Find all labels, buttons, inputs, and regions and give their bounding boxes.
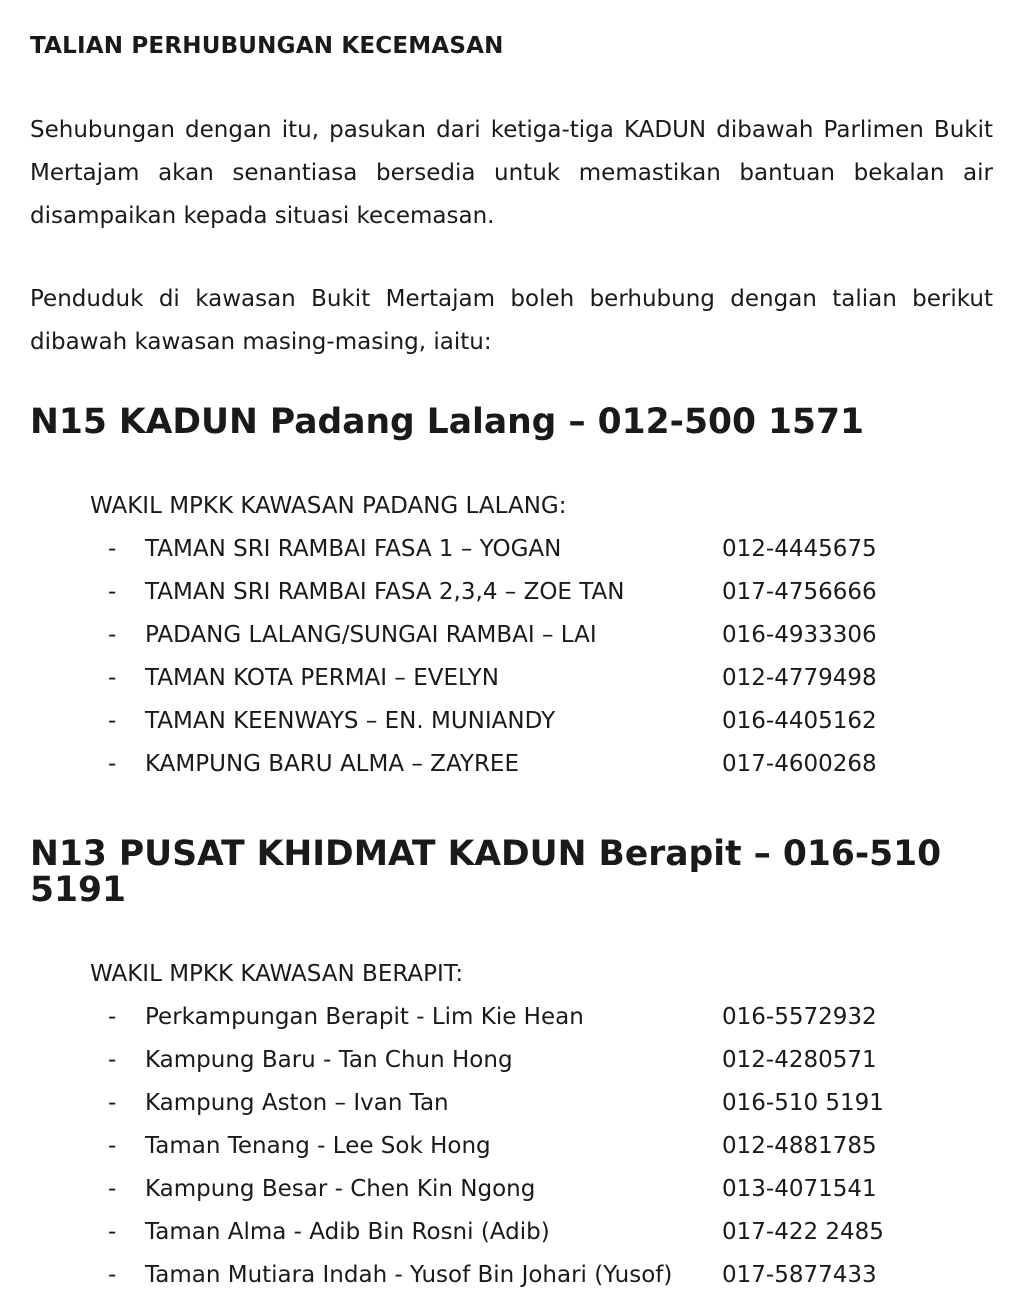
contact-phone: 012-4280571 — [722, 1047, 877, 1073]
contact-row — [90, 1125, 993, 1168]
contact-row — [90, 996, 993, 1039]
contact-phone: 013-4071541 — [722, 1176, 877, 1202]
contact-area-name: TAMAN KEENWAYS – EN. MUNIANDY — [145, 708, 556, 734]
section-berapit — [30, 836, 993, 1297]
instruction-paragraph: Penduduk di kawasan Bukit Mertajam boleh berhubung dengan talian berikut dibawah kawasan masing-masing, iaitu: — [30, 286, 993, 355]
contact-phone: 017-422 2485 — [722, 1219, 884, 1245]
document-title: TALIAN PERHUBUNGAN KECEMASAN — [30, 33, 504, 59]
mpkk-block — [90, 485, 993, 786]
contact-phone: 016-4933306 — [722, 622, 877, 648]
contact-area-name: Perkampungan Berapit - Lim Kie Hean — [145, 1004, 584, 1030]
contact-area-name: TAMAN SRI RAMBAI FASA 1 – YOGAN — [145, 536, 562, 562]
dash-marker: - — [108, 665, 117, 691]
contact-phone: 016-5572932 — [722, 1004, 877, 1030]
contact-row — [90, 571, 993, 614]
mpkk-block — [90, 953, 993, 1297]
contact-area-name: Kampung Aston – Ivan Tan — [145, 1090, 449, 1116]
contact-row — [90, 743, 993, 786]
contact-phone: 016-4405162 — [722, 708, 877, 734]
dash-marker: - — [108, 1004, 117, 1030]
contact-area-name: PADANG LALANG/SUNGAI RAMBAI – LAI — [145, 622, 597, 648]
contact-area-name: Taman Tenang - Lee Sok Hong — [145, 1133, 491, 1159]
contact-phone: 017-5877433 — [722, 1262, 877, 1288]
contact-area-name: Kampung Baru - Tan Chun Hong — [145, 1047, 513, 1073]
dash-marker: - — [108, 1262, 117, 1288]
mpkk-subtitle: WAKIL MPKK KAWASAN PADANG LALANG: — [90, 493, 567, 519]
contact-phone: 012-4881785 — [722, 1133, 877, 1159]
dash-marker: - — [108, 1047, 117, 1073]
dash-marker: - — [108, 708, 117, 734]
mpkk-subtitle: WAKIL MPKK KAWASAN BERAPIT: — [90, 961, 464, 987]
section-title: N15 KADUN Padang Lalang – 012-500 1571 — [30, 402, 865, 442]
contact-area-name: KAMPUNG BARU ALMA – ZAYREE — [145, 751, 519, 777]
contact-phone: 012-4445675 — [722, 536, 877, 562]
dash-marker: - — [108, 1133, 117, 1159]
contact-phone: 017-4600268 — [722, 751, 877, 777]
contact-area-name: Kampung Besar - Chen Kin Ngong — [145, 1176, 536, 1202]
dash-marker: - — [108, 622, 117, 648]
contact-row — [90, 1211, 993, 1254]
intro-paragraph: Sehubungan dengan itu, pasukan dari ketiga-tiga KADUN dibawah Parlimen Bukit Mertajam akan senantiasa bersedia untuk memastikan bantuan bekalan air disampaikan kepada situasi kecemasan. — [30, 117, 993, 229]
contact-row — [90, 700, 993, 743]
contact-area-name: Taman Alma - Adib Bin Rosni (Adib) — [145, 1219, 550, 1245]
contact-phone: 016-510 5191 — [722, 1090, 884, 1116]
contact-row — [90, 1082, 993, 1125]
dash-marker: - — [108, 751, 117, 777]
document — [30, 28, 993, 1297]
dash-marker: - — [108, 579, 117, 605]
contact-area-name: TAMAN SRI RAMBAI FASA 2,3,4 – ZOE TAN — [145, 579, 625, 605]
section-padang-lalang — [30, 404, 993, 786]
contact-row — [90, 614, 993, 657]
contact-row — [90, 657, 993, 700]
contact-list — [90, 996, 993, 1297]
dash-marker: - — [108, 536, 117, 562]
dash-marker: - — [108, 1176, 117, 1202]
dash-marker: - — [108, 1090, 117, 1116]
contact-row — [90, 528, 993, 571]
contact-phone: 017-4756666 — [722, 579, 877, 605]
contact-area-name: Taman Mutiara Indah - Yusof Bin Johari (Yusof) — [145, 1262, 673, 1288]
contact-phone: 012-4779498 — [722, 665, 877, 691]
contact-row — [90, 1039, 993, 1082]
contact-row — [90, 1254, 993, 1297]
contact-list — [90, 528, 993, 786]
contact-area-name: TAMAN KOTA PERMAI – EVELYN — [145, 665, 500, 691]
section-title: N13 PUSAT KHIDMAT KADUN Berapit – 016-510 5191 — [30, 834, 942, 910]
dash-marker: - — [108, 1219, 117, 1245]
contact-row — [90, 1168, 993, 1211]
